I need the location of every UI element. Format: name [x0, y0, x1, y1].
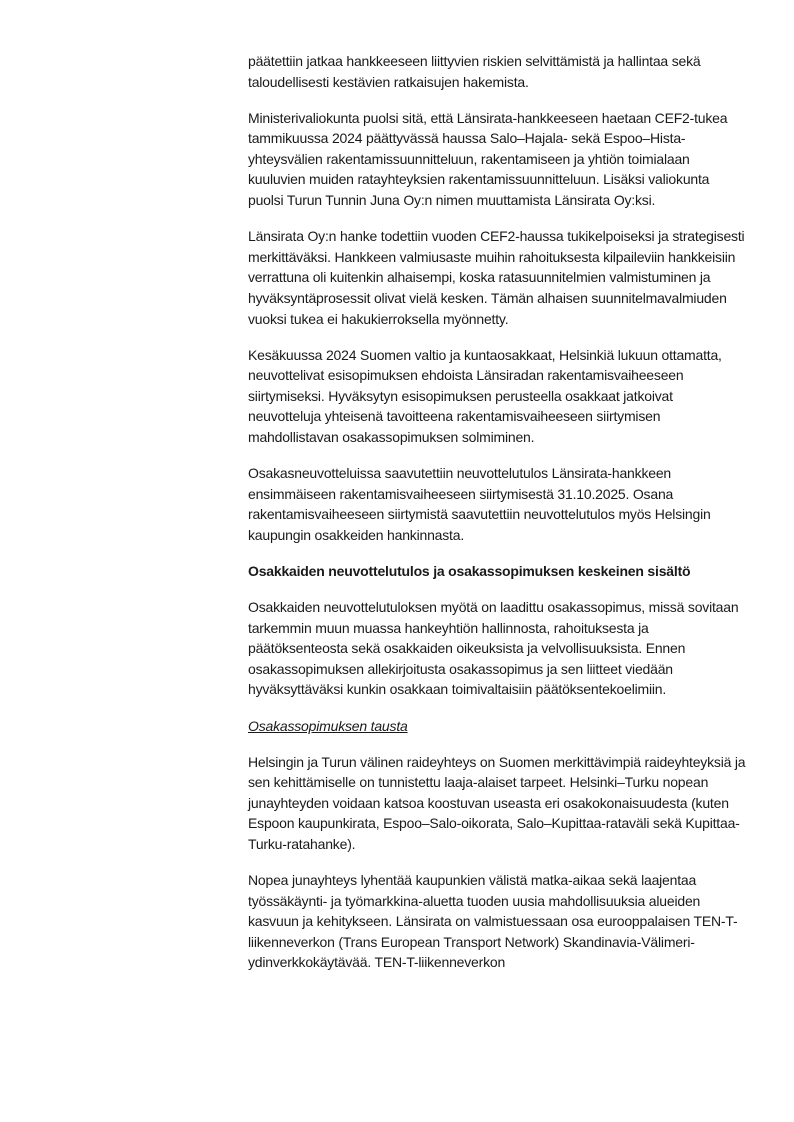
body-paragraph: Helsingin ja Turun välinen raideyhteys on Suomen merkittävimpiä raideyhteyksiä ja sen kehittämiselle on tunnistettu laaja-alaiset tarpeet. Helsinki–Turku nopean junayhteyden voidaan katsoa koostuvan useasta eri osakokonaisuudesta (kuten Espoon kaupunkirata, Espoo–Salo-oikorata, Salo–Kupittaa-rataväli sekä Kupittaa-Turku-ratahanke).: [248, 753, 746, 852]
body-paragraph: Osakkaiden neuvottelutuloksen myötä on laadittu osakassopimus, missä sovitaan tarkemmin muun muassa hankeyhtiön hallinnosta, rahoituksesta ja päätöksenteosta sekä osakkaiden oikeuksista ja velvollisuuksista. Ennen osakassopimuksen allekirjoitusta osakassopimus ja sen liitteet viedään hyväksyttäväksi kunkin osakkaan toimivaltaisiin päätöksentekoelimiin.: [248, 599, 739, 698]
body-paragraph: päätettiin jatkaa hankkeeseen liittyvien riskien selvittämistä ja hallintaa sekä taloudellisesti kestävien ratkaisujen hakemista.: [248, 53, 701, 90]
body-paragraph: Nopea junayhteys lyhentää kaupunkien välistä matka-aikaa sekä laajentaa työssäkäynti- ja työmarkkina-aluetta tuoden uusia mahdollisuuksia alueiden kasvuun ja kehitykseen. Länsirata on valmistuessaan osa eurooppalaisen TEN-T-liikenneverkon (Trans European Transport Network) Skandinavia-Välimeri-ydinverkkokäytävää. TEN-T-liikenneverkon: [248, 872, 738, 971]
body-paragraph: Osakasneuvotteluissa saavutettiin neuvottelutulos Länsirata-hankkeen ensimmäiseen rakentamisvaiheeseen siirtymisestä 31.10.2025. Osana rakentamisvaiheeseen siirtymistä saavutettiin neuvottelutulos myös Helsingin kaupungin osakkeiden hankinnasta.: [248, 465, 711, 543]
body-paragraph: Ministerivaliokunta puolsi sitä, että Länsirata-hankkeeseen haetaan CEF2-tukea tammikuussa 2024 päättyvässä haussa Salo–Hajala- sekä Espoo–Hista-yhteysvälien rakentamissuunnitteluun, rakentamiseen ja yhtiön toimialaan kuuluvien muiden ratayhteyksien rakentamissuunnitteluun. Lisäksi valiokunta puolsi Turun Tunnin Juna Oy:n nimen muuttamista Länsirata Oy:ksi.: [248, 109, 728, 209]
text-column: [248, 51, 748, 989]
body-paragraph: Länsirata Oy:n hanke todettiin vuoden CEF2-haussa tukikelpoiseksi ja strategisesti merkittäväksi. Hankkeen valmiusaste muihin rahoituksesta kilpaileviin hankkeisiin verrattuna oli kuitenkin alhaisempi, koska ratasuunnitelmien valmistuminen ja hyväksyntäprosessit olivat vielä kesken. Tämän alhaisen suunnitelmavalmiuden vuoksi tukea ei hakukierroksella myönnetty.: [248, 228, 745, 327]
subsection-heading: Osakassopimuksen tausta: [248, 717, 408, 734]
section-heading: Osakkaiden neuvottelutulos ja osakassopimuksen keskeinen sisältö: [248, 562, 691, 579]
body-paragraph: Kesäkuussa 2024 Suomen valtio ja kuntaosakkaat, Helsinkiä lukuun ottamatta, neuvottelivat esisopimuksen ehdoista Länsiradan rakentamisvaiheeseen siirtymiseksi. Hyväksytyn esisopimuksen perusteella osakkaat jatkoivat neuvotteluja yhteisenä tavoitteena rakentamisvaiheeseen siirtymisen mahdollistavan osakassopimuksen solmiminen.: [248, 346, 722, 445]
